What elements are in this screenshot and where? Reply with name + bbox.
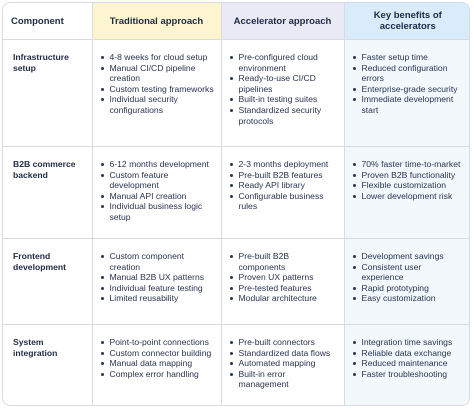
accelerator-cell (221, 147, 344, 239)
header-row (3, 3, 470, 40)
benefits-cell (344, 40, 470, 147)
list-item: Reduced configuration errors (351, 63, 466, 84)
list-item: Complex error handling (99, 369, 215, 380)
list-item: Pre-built B2B components (228, 251, 338, 272)
list-item: Standardized security protocols (228, 105, 338, 126)
list-item: 70% faster time-to-market (351, 159, 466, 170)
table-row (3, 325, 470, 407)
list-item: Individual feature testing (99, 283, 215, 294)
benefits-list (351, 159, 466, 201)
component-name: B2B commerce backend (3, 147, 92, 239)
list-item: Custom component creation (99, 251, 215, 272)
accelerator-cell (221, 40, 344, 147)
list-item: Pre-configured cloud environment (228, 52, 338, 73)
list-item: Custom connector building (99, 348, 215, 359)
list-item: Proven B2B functionality (351, 170, 466, 181)
traditional-list (99, 159, 215, 223)
list-item: Integration time savings (351, 337, 466, 348)
benefits-list (351, 251, 466, 304)
list-item: 2-3 months deployment (228, 159, 338, 170)
accelerator-list (228, 251, 338, 304)
list-item: Limited reusability (99, 293, 215, 304)
component-name: Frontend development (3, 239, 92, 325)
comparison-table-frame (2, 2, 470, 406)
accelerator-list (228, 52, 338, 126)
benefits-list (351, 52, 466, 116)
traditional-list (99, 251, 215, 304)
header-benefits: Key benefits of accelerators (344, 3, 470, 40)
list-item: Lower development risk (351, 191, 466, 202)
list-item: Individual security configurations (99, 94, 215, 115)
list-item: Rapid prototyping (351, 283, 466, 294)
list-item: Custom testing frameworks (99, 84, 215, 95)
list-item: Individual business logic setup (99, 201, 215, 222)
list-item: Faster troubleshooting (351, 369, 466, 380)
list-item: Manual CI/CD pipeline creation (99, 63, 215, 84)
list-item: Reduced maintenance (351, 358, 466, 369)
comparison-table (3, 3, 470, 406)
component-name: System integration (3, 325, 92, 407)
list-item: 4-8 weeks for cloud setup (99, 52, 215, 63)
traditional-list (99, 337, 215, 379)
header-component: Component (3, 3, 92, 40)
benefits-cell (344, 147, 470, 239)
traditional-cell (92, 325, 221, 407)
accelerator-cell (221, 325, 344, 407)
list-item: Consistent user experience (351, 262, 466, 283)
list-item: Custom feature development (99, 170, 215, 191)
traditional-cell (92, 239, 221, 325)
accelerator-list (228, 159, 338, 212)
header-accelerator: Accelerator approach (221, 3, 344, 40)
list-item: Automated mapping (228, 358, 338, 369)
list-item: Pre-tested features (228, 283, 338, 294)
benefits-cell (344, 239, 470, 325)
traditional-list (99, 52, 215, 116)
list-item: Flexible customization (351, 180, 466, 191)
list-item: Easy customization (351, 293, 466, 304)
list-item: Ready API library (228, 180, 338, 191)
list-item: Faster setup time (351, 52, 466, 63)
list-item: Pre-built connectors (228, 337, 338, 348)
list-item: Immediate development start (351, 94, 466, 115)
accelerator-cell (221, 239, 344, 325)
list-item: Modular architecture (228, 293, 338, 304)
list-item: Proven UX patterns (228, 272, 338, 283)
list-item: Built-in error management (228, 369, 338, 390)
table-row (3, 147, 470, 239)
list-item: Reliable data exchange (351, 348, 466, 359)
component-name: Infrastructure setup (3, 40, 92, 147)
header-traditional: Traditional approach (92, 3, 221, 40)
accelerator-list (228, 337, 338, 390)
list-item: Manual B2B UX patterns (99, 272, 215, 283)
benefits-list (351, 337, 466, 379)
list-item: 6-12 months development (99, 159, 215, 170)
traditional-cell (92, 147, 221, 239)
list-item: Standardized data flows (228, 348, 338, 359)
list-item: Built-in testing suites (228, 94, 338, 105)
list-item: Enterprise-grade security (351, 84, 466, 95)
table-row (3, 239, 470, 325)
list-item: Manual API creation (99, 191, 215, 202)
list-item: Pre-built B2B features (228, 170, 338, 181)
list-item: Manual data mapping (99, 358, 215, 369)
benefits-cell (344, 325, 470, 407)
list-item: Ready-to-use CI/CD pipelines (228, 73, 338, 94)
list-item: Development savings (351, 251, 466, 262)
list-item: Configurable business rules (228, 191, 338, 212)
table-row (3, 40, 470, 147)
list-item: Point-to-point connections (99, 337, 215, 348)
traditional-cell (92, 40, 221, 147)
